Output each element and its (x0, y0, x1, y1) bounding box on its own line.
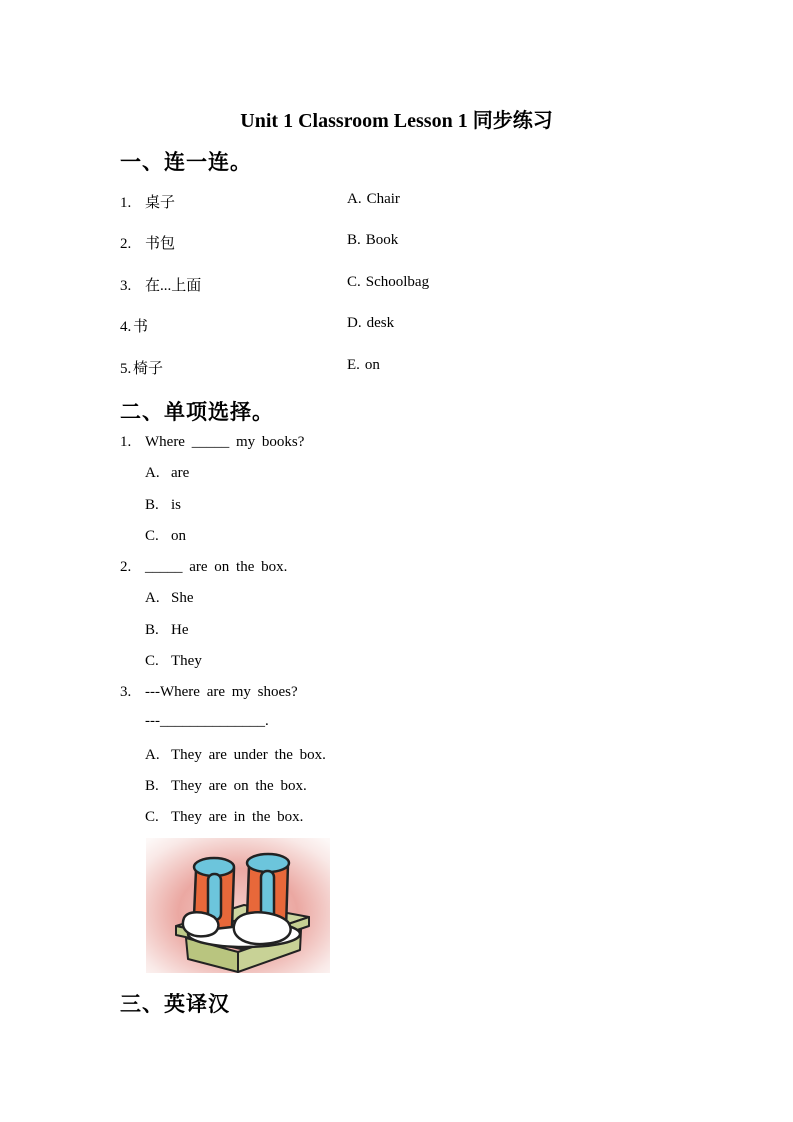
match-row-5 (120, 357, 680, 378)
match-english: Chair (366, 191, 400, 207)
question-3 (120, 684, 298, 701)
question-1 (120, 434, 304, 451)
question-number: 3. (120, 684, 132, 700)
option-letter: A. (145, 465, 160, 481)
match-answer (347, 232, 398, 249)
option-1b (145, 497, 181, 514)
match-number: 1. (120, 195, 132, 211)
option-3b (145, 778, 307, 795)
section1-heading: 一、连一连。 (120, 150, 252, 174)
option-3a (145, 747, 326, 764)
match-letter: B. (347, 232, 361, 248)
match-answer (347, 315, 394, 332)
option-text: are (171, 465, 190, 481)
question-text: ---Where are my shoes? (145, 684, 298, 700)
match-number: 4. (120, 319, 132, 335)
option-text: He (171, 622, 189, 638)
match-chinese: 椅子 (133, 361, 164, 377)
option-letter: A. (145, 747, 160, 763)
option-letter: B. (145, 497, 159, 513)
question-number: 1. (120, 434, 132, 450)
match-number: 2. (120, 236, 132, 252)
left-boot-strap (208, 874, 221, 920)
option-2a (145, 590, 194, 607)
answer-blank-line: ---______________. (145, 713, 269, 729)
match-english: on (364, 357, 380, 373)
option-text: They are under the box. (171, 747, 326, 763)
option-letter: C. (145, 809, 159, 825)
match-letter: D. (347, 315, 362, 331)
match-chinese: 书包 (145, 236, 176, 252)
match-chinese: 桌子 (145, 195, 176, 211)
match-english: desk (366, 315, 395, 331)
question-2 (120, 559, 287, 576)
option-2b (145, 622, 189, 639)
option-letter: C. (145, 653, 159, 669)
option-3c (145, 809, 303, 826)
match-answer (347, 191, 400, 208)
option-letter: B. (145, 622, 159, 638)
option-text: They (171, 653, 202, 669)
match-row-1 (120, 191, 680, 212)
match-number: 3. (120, 278, 132, 294)
match-answer (347, 357, 380, 374)
right-boot-toe (234, 912, 291, 944)
match-row-3 (120, 274, 680, 295)
match-answer (347, 274, 429, 291)
option-text: on (171, 528, 186, 544)
match-number: 5. (120, 361, 132, 377)
match-english: Schoolbag (365, 274, 430, 290)
match-letter: A. (347, 191, 362, 207)
section2-heading: 二、单项选择。 (120, 400, 274, 424)
option-letter: B. (145, 778, 159, 794)
left-boot-toe (183, 912, 219, 936)
page-title: Unit 1 Classroom Lesson 1 同步练习 (240, 110, 553, 132)
option-1c (145, 528, 186, 545)
boots-on-box-image (146, 838, 330, 973)
match-row-4 (120, 315, 680, 336)
option-1a (145, 465, 189, 482)
question-number: 2. (120, 559, 132, 575)
question-text: _____ are on the box. (145, 559, 288, 575)
match-chinese: 书 (133, 319, 149, 335)
match-chinese: 在...上面 (145, 278, 202, 294)
option-text: They are on the box. (171, 778, 307, 794)
match-english: Book (365, 232, 399, 248)
match-letter: E. (347, 357, 360, 373)
option-2c (145, 653, 202, 670)
option-letter: A. (145, 590, 160, 606)
option-letter: C. (145, 528, 159, 544)
option-text: They are in the box. (171, 809, 304, 825)
option-text: She (171, 590, 194, 606)
option-text: is (171, 497, 182, 513)
section3-heading: 三、英译汉 (120, 992, 230, 1016)
boots-on-box-illustration (146, 838, 330, 973)
right-boot-cuff (247, 854, 289, 872)
match-row-2 (120, 232, 680, 253)
question-text: Where _____ my books? (145, 434, 305, 450)
match-letter: C. (347, 274, 361, 290)
